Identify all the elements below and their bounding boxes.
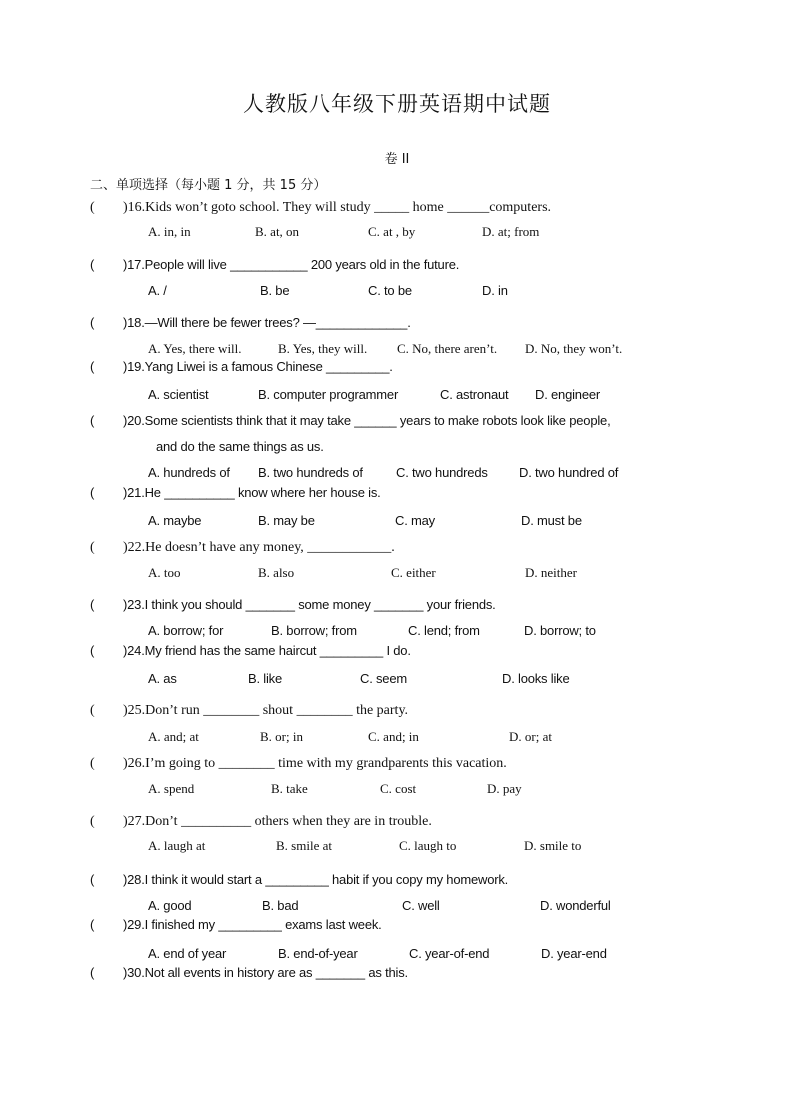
answer-option-b: B. end-of-year — [278, 946, 358, 961]
answer-option-d: D. borrow; to — [524, 623, 596, 638]
answer-option-a: A. too — [148, 565, 181, 580]
answer-option-b: B. borrow; from — [271, 623, 357, 638]
answer-option-a: A. spend — [148, 781, 195, 796]
answer-option-d: D. engineer — [535, 387, 601, 402]
paper-part-label: 卷 II — [384, 152, 410, 167]
answer-option-b: B. smile at — [276, 838, 332, 853]
question-stem: )22.He doesn’t have any money, ____________. — [123, 540, 395, 555]
question-stem-continued: and do the same things as us. — [156, 439, 324, 454]
answer-paren-open: ( — [90, 756, 95, 771]
answer-paren-open: ( — [90, 643, 95, 658]
section-heading: 二、单项选择（每小题 1 分，共 15 分） — [90, 178, 327, 193]
answer-paren-open: ( — [90, 917, 95, 932]
answer-option-c: C. to be — [368, 283, 412, 298]
answer-paren-open: ( — [90, 257, 95, 272]
answer-option-c: C. laugh to — [399, 838, 457, 853]
answer-option-d: D. at; from — [482, 224, 540, 239]
answer-paren-open: ( — [90, 703, 95, 718]
answer-option-c: C. cost — [380, 781, 417, 796]
question-stem: )16.Kids won’t goto school. They will study _____ home ______computers. — [123, 200, 552, 215]
answer-paren-open: ( — [90, 359, 95, 374]
question-stem: )30.Not all events in history are as _______ as this. — [123, 965, 408, 980]
answer-option-b: B. take — [271, 781, 308, 796]
answer-option-c: C. No, there aren’t. — [397, 341, 498, 356]
answer-option-a: A. in, in — [148, 224, 191, 239]
answer-paren-open: ( — [90, 814, 95, 829]
answer-option-d: D. or; at — [509, 729, 552, 744]
answer-paren-open: ( — [90, 597, 95, 612]
answer-option-b: B. or; in — [260, 729, 303, 744]
answer-option-d: D. No, they won’t. — [525, 341, 623, 356]
answer-option-b: B. two hundreds of — [258, 465, 363, 480]
question-stem: )18.—Will there be fewer trees? —_____________. — [123, 315, 411, 330]
answer-option-c: C. and; in — [368, 729, 419, 744]
answer-option-b: B. computer programmer — [258, 387, 399, 402]
question-stem: )23.I think you should _______ some money _______ your friends. — [123, 597, 496, 612]
answer-option-c: C. either — [391, 565, 436, 580]
answer-option-c: C. lend; from — [408, 623, 480, 638]
question-stem: )24.My friend has the same haircut _________ I do. — [123, 643, 411, 658]
answer-option-a: A. and; at — [148, 729, 199, 744]
answer-option-d: D. year-end — [541, 946, 607, 961]
answer-paren-open: ( — [90, 965, 95, 980]
answer-option-a: A. maybe — [148, 513, 202, 528]
answer-option-a: A. / — [148, 283, 167, 298]
answer-option-b: B. like — [248, 671, 283, 686]
answer-option-c: C. two hundreds — [396, 465, 488, 480]
answer-option-a: A. Yes, there will. — [148, 341, 242, 356]
answer-paren-open: ( — [90, 413, 95, 428]
answer-paren-open: ( — [90, 200, 95, 215]
answer-paren-open: ( — [90, 485, 95, 500]
answer-paren-open: ( — [90, 540, 95, 555]
question-stem: )21.He __________ know where her house is. — [123, 485, 381, 500]
answer-option-b: B. be — [260, 283, 290, 298]
answer-option-c: C. astronaut — [440, 387, 509, 402]
question-stem: )25.Don’t run ________ shout ________ the party. — [123, 703, 409, 718]
question-stem: )19.Yang Liwei is a famous Chinese _________. — [123, 359, 393, 374]
answer-option-b: B. Yes, they will. — [278, 341, 368, 356]
answer-option-d: D. in — [482, 283, 508, 298]
question-stem: )20.Some scientists think that it may take ______ years to make robots look like people, — [123, 413, 611, 428]
question-stem: )28.I think it would start a _________ habit if you copy my homework. — [123, 872, 509, 887]
answer-option-b: B. also — [258, 565, 295, 580]
question-stem: )27.Don’t __________ others when they are in trouble. — [123, 814, 432, 829]
answer-option-d: D. must be — [521, 513, 582, 528]
answer-paren-open: ( — [90, 872, 95, 887]
answer-option-a: A. scientist — [148, 387, 209, 402]
answer-option-b: B. bad — [262, 898, 299, 913]
page-title: 人教版八年级下册英语期中试题 — [243, 92, 551, 116]
question-stem: )26.I’m going to ________ time with my grandparents this vacation. — [123, 756, 507, 771]
answer-option-d: D. wonderful — [540, 898, 611, 913]
answer-option-d: D. pay — [487, 781, 522, 796]
answer-option-c: C. year-of-end — [409, 946, 490, 961]
answer-option-d: D. two hundred of — [519, 465, 619, 480]
answer-option-a: A. borrow; for — [148, 623, 224, 638]
answer-option-d: D. neither — [525, 565, 577, 580]
answer-option-d: D. looks like — [502, 671, 570, 686]
answer-option-a: A. as — [148, 671, 177, 686]
answer-option-d: D. smile to — [524, 838, 582, 853]
answer-option-b: B. at, on — [255, 224, 300, 239]
answer-option-a: A. hundreds of — [148, 465, 230, 480]
answer-paren-open: ( — [90, 315, 95, 330]
answer-option-a: A. laugh at — [148, 838, 206, 853]
answer-option-c: C. seem — [360, 671, 408, 686]
answer-option-a: A. end of year — [148, 946, 227, 961]
question-stem: )17.People will live ___________ 200 years old in the future. — [123, 257, 460, 272]
answer-option-c: C. at , by — [368, 224, 416, 239]
answer-option-c: C. well — [402, 898, 440, 913]
question-stem: )29.I finished my _________ exams last week. — [123, 917, 382, 932]
answer-option-b: B. may be — [258, 513, 315, 528]
answer-option-a: A. good — [148, 898, 192, 913]
answer-option-c: C. may — [395, 513, 435, 528]
